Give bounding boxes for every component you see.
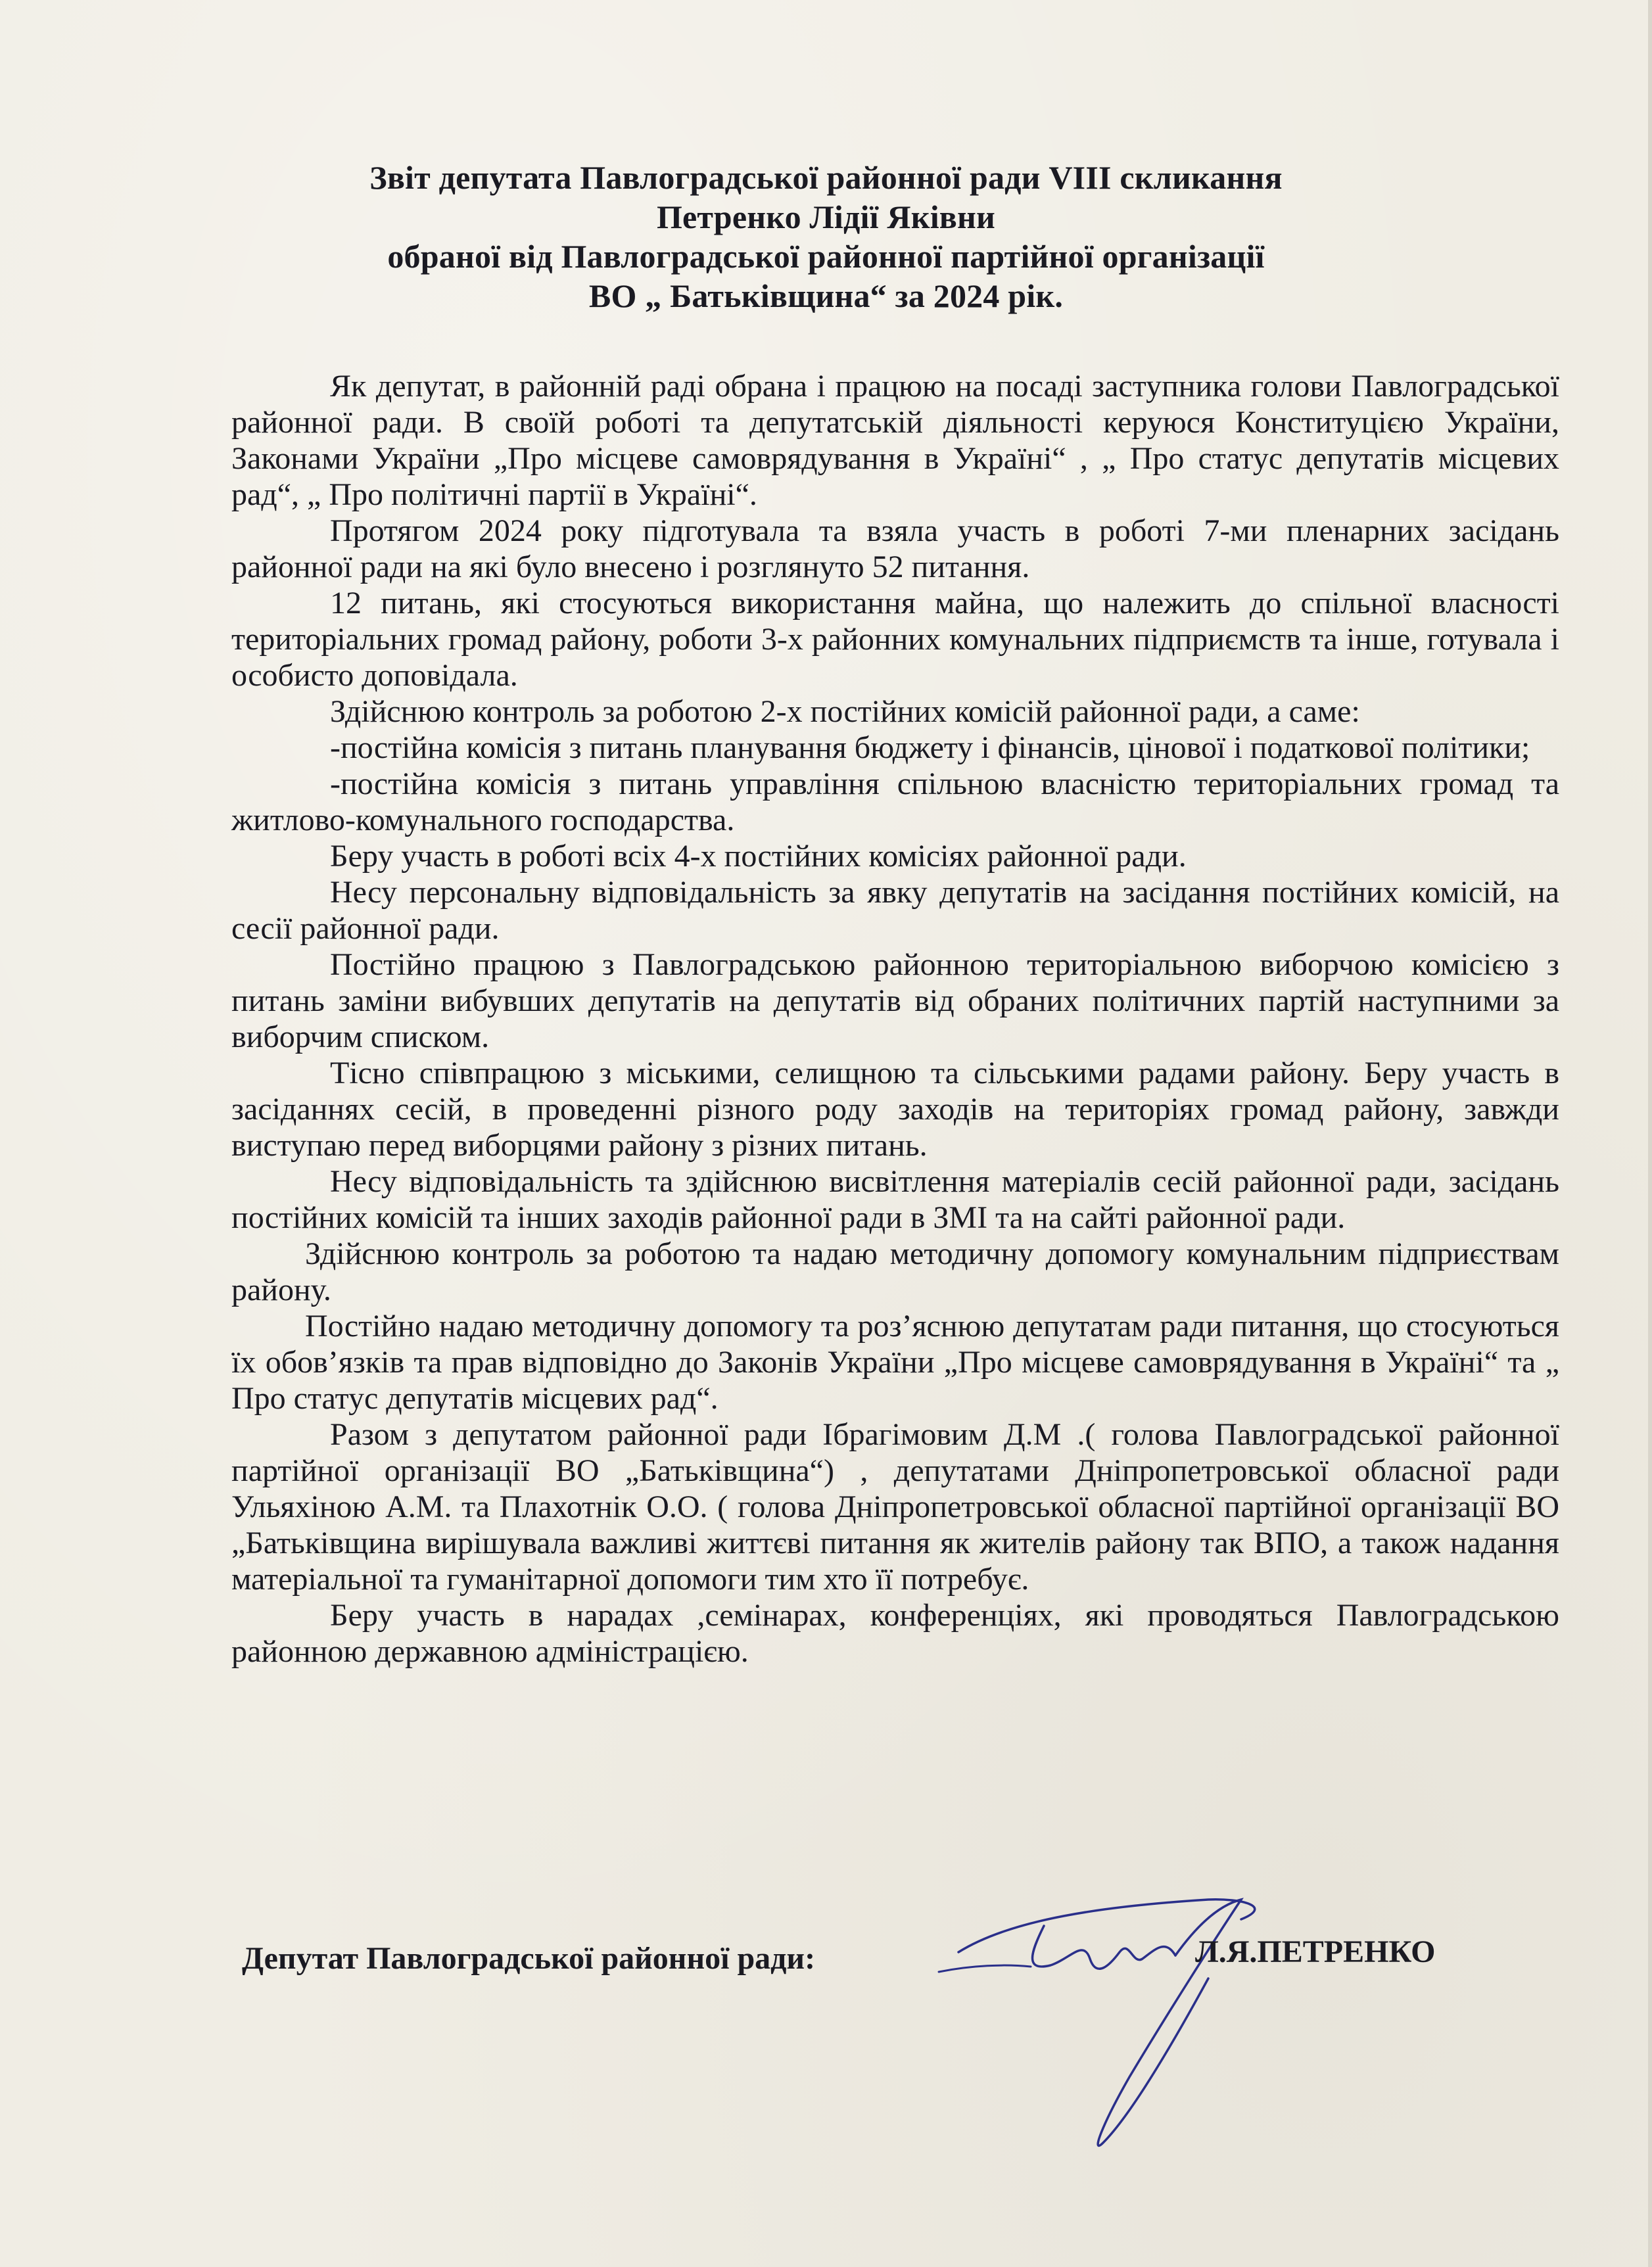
paragraph-property-issues: 12 питань, які стосуються використання майна, що належить до спільної власності територіальних громад району, роботи 3-х районних комунальних підприємств та інше, готувала і особисто доповідала. — [231, 586, 1559, 693]
handwritten-signature — [932, 1880, 1327, 2182]
paragraph-attendance: Несу персональну відповідальність за явку депутатів на засідання постійних комісій, на сесії районної ради. — [231, 875, 1559, 946]
list-item-property-commission: -постійна комісія з питань управління спільною власністю територіальних громад та житлово-комунального господарства. — [231, 766, 1559, 837]
report-body — [231, 368, 1559, 1670]
paragraph-intro: Як депутат, в районній раді обрана і працюю на посаді заступника голови Павлоградської районної ради. В своїй роботі та депутатській діяльності керуюся Конституцією України, Законами України „Про місцеве самоврядування в Україні“ , „ Про статус депутатів місцевих рад“, „ Про політичні партії в Україні“. — [231, 369, 1559, 512]
title-line-4: ВО „ Батьківщина“ за 2024 рік. — [588, 277, 1064, 314]
paragraph-cooperation: Разом з депутатом районної ради Ібрагімовим Д.М .( голова Павлоградської районної партійної організації ВО „Батьківщина“) , депутатами Дніпропетровської обласної ради Ульяхіною А.М. та Плахотнік О.О. ( голова Дніпропетровської обласної партійної організації ВО „Батьківщина вирішувала важливі життєві питання як жителів району так ВПО, а також надання матеріальної та гуманітарної допомоги тим хто її потребує. — [231, 1417, 1559, 1597]
title-line-3: обраної від Павлоградської районної партійної організації — [387, 238, 1265, 275]
signature-block — [242, 1919, 1491, 2248]
paragraph-local-councils: Тісно співпрацюю з міськими, селищною та сільськими радами району. Беру участь в засіданнях сесій, в проведенні різного роду заходів на територіях громад району, завжди виступаю перед виборцями району з різних питань. — [231, 1056, 1559, 1163]
document-header — [0, 158, 1652, 316]
title-line-2: Петренко Лідії Яківни — [656, 199, 996, 235]
paragraph-media-coverage: Несу відповідальність та здійснюю висвітлення матеріалів сесій районної ради, засідань постійних комісій та інших заходів районної ради в ЗМІ та на сайті районної ради. — [231, 1164, 1559, 1235]
paragraph-meetings: Беру участь в нарадах ,семінарах, конференціях, які проводяться Павлоградською районною державною адміністрацією. — [231, 1598, 1559, 1669]
paragraph-election-commission: Постійно працюю з Павлоградською районною територіальною виборчою комісією з питань заміни вибувших депутатів на депутатів від обраних політичних партій наступними за виборчим списком. — [231, 947, 1559, 1054]
signer-name: Л.Я.ПЕТРЕНКО — [1195, 1934, 1436, 1969]
list-item-budget-commission: -постійна комісія з питань планування бюджету і фінансів, цінової і податкової політики; — [330, 730, 1530, 765]
paragraph-plenary-sessions: Протягом 2024 року підготувала та взяла участь в роботі 7-ми пленарних засідань районної ради на які було внесено і розглянуто 52 питання. — [231, 513, 1559, 584]
title-line-1: Звіт депутата Павлоградської районної ради VIII скликання — [369, 159, 1283, 196]
signature-caption: Депутат Павлоградської районної ради: — [242, 1941, 816, 1976]
paragraph-commission-control: Здійснюю контроль за роботою 2-х постійних комісій районної ради, а саме: — [330, 694, 1360, 729]
paragraph-all-commissions: Беру участь в роботі всіх 4-х постійних комісіях районної ради. — [330, 839, 1187, 874]
paragraph-methodical-help: Постійно надаю методичну допомогу та роз’яснюю депутатам ради питання, що стосуються їх обов’язків та прав відповідно до Законів України „Про місцеве самоврядування в Україні“ та „ Про статус депутатів місцевих рад“. — [231, 1309, 1559, 1416]
paragraph-communal-enterprises: Здійснюю контроль за роботою та надаю методичну допомогу комунальним підприєствам району. — [231, 1236, 1559, 1307]
scan-edge — [1648, 0, 1652, 2267]
